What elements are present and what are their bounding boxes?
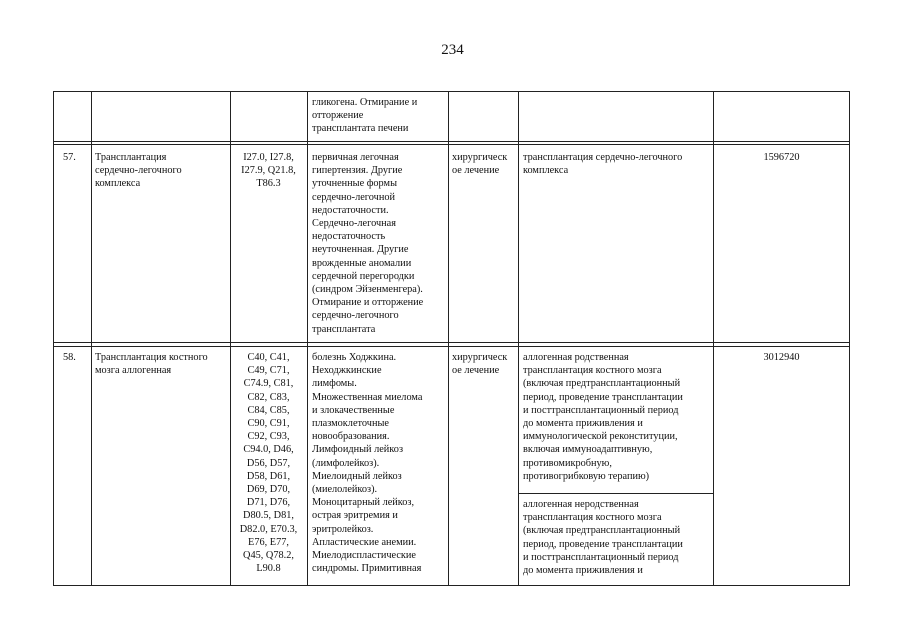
treatment-method: аллогенная неродственная трансплантация костного мозга (включая предтрансплантационный период, проведение трансплантации и посттрансплантационный период до момента приживления и [523, 499, 683, 577]
cost-value: 3012940 [763, 352, 800, 363]
row-divider [53, 342, 850, 343]
disease-description: болезнь Ходжкина. Неходжкинские лимфомы. Множественная миелома и злокачественные плазмоклеточные новообразования. Лимфоидный лейкоз (лимфолейкоз). Миелоидный лейкоз (миелолейкоз). Моноцитарный лейкоз, острая эритремия и эритролейкоз. Апластические анемии. Миелодиспластические синдромы. Примитивная [312, 352, 423, 575]
row-divider [53, 141, 850, 142]
row-divider [53, 346, 850, 347]
table-border-left [53, 91, 54, 586]
row-divider [53, 144, 850, 145]
disease-description: гликогена. Отмирание и отторжение трансплантата печени [312, 97, 418, 135]
procedure-name: Трансплантация костного мозга аллогенная [95, 352, 208, 377]
disease-description: первичная легочная гипертензия. Другие уточненные формы сердечно-легочной недостаточности. Сердечно-легочная недостаточность неуточненная. Другие врожденные аномалии сердечной перегородки (синдром Эйзенменгера). Отмирание и отторжение сердечно-легочного трансплантата [312, 152, 424, 335]
diagnosis-codes: I27.0, I27.8, I27.9, Q21.8, T86.3 [241, 152, 296, 190]
treatment-type: хирургическ ое лечение [452, 352, 508, 377]
treatment-method: трансплантация сердечно-легочного комплекса [523, 152, 683, 177]
table-border-right [849, 91, 850, 586]
cost-value: 1596720 [763, 152, 800, 163]
page-number: 234 [441, 42, 464, 58]
column-divider [448, 91, 449, 586]
column-divider [713, 91, 714, 586]
table-border-bottom [53, 585, 850, 586]
table-border-top [53, 91, 850, 92]
method-divider [518, 493, 714, 494]
diagnosis-codes: C40, C41, C49, C71, C74.9, C81, C82, C83, C84, C85, C90, C91, C92, C93, C94.0, D46, D56, D57, D58, D61, D69, D70, D71, D76, D80.5, D81, D82.0, E70.3, E76, E77, Q45, Q78.2, L90.8 [239, 352, 298, 575]
column-divider [91, 91, 92, 586]
procedure-table [53, 91, 850, 586]
row-number: 57. [63, 152, 76, 163]
row-number: 58. [63, 352, 76, 363]
column-divider [518, 91, 519, 586]
procedure-name: Трансплантация сердечно-легочного комплекса [95, 152, 182, 190]
treatment-method: аллогенная родственная трансплантация костного мозга (включая предтрансплантационный период, проведение трансплантации и посттрансплантационный период до момента приживления и иммунологической реконституции, включая иммуноадаптивную, противомикробную, противогрибковую терапию) [523, 352, 683, 482]
treatment-type: хирургическ ое лечение [452, 152, 508, 177]
column-divider [307, 91, 308, 586]
